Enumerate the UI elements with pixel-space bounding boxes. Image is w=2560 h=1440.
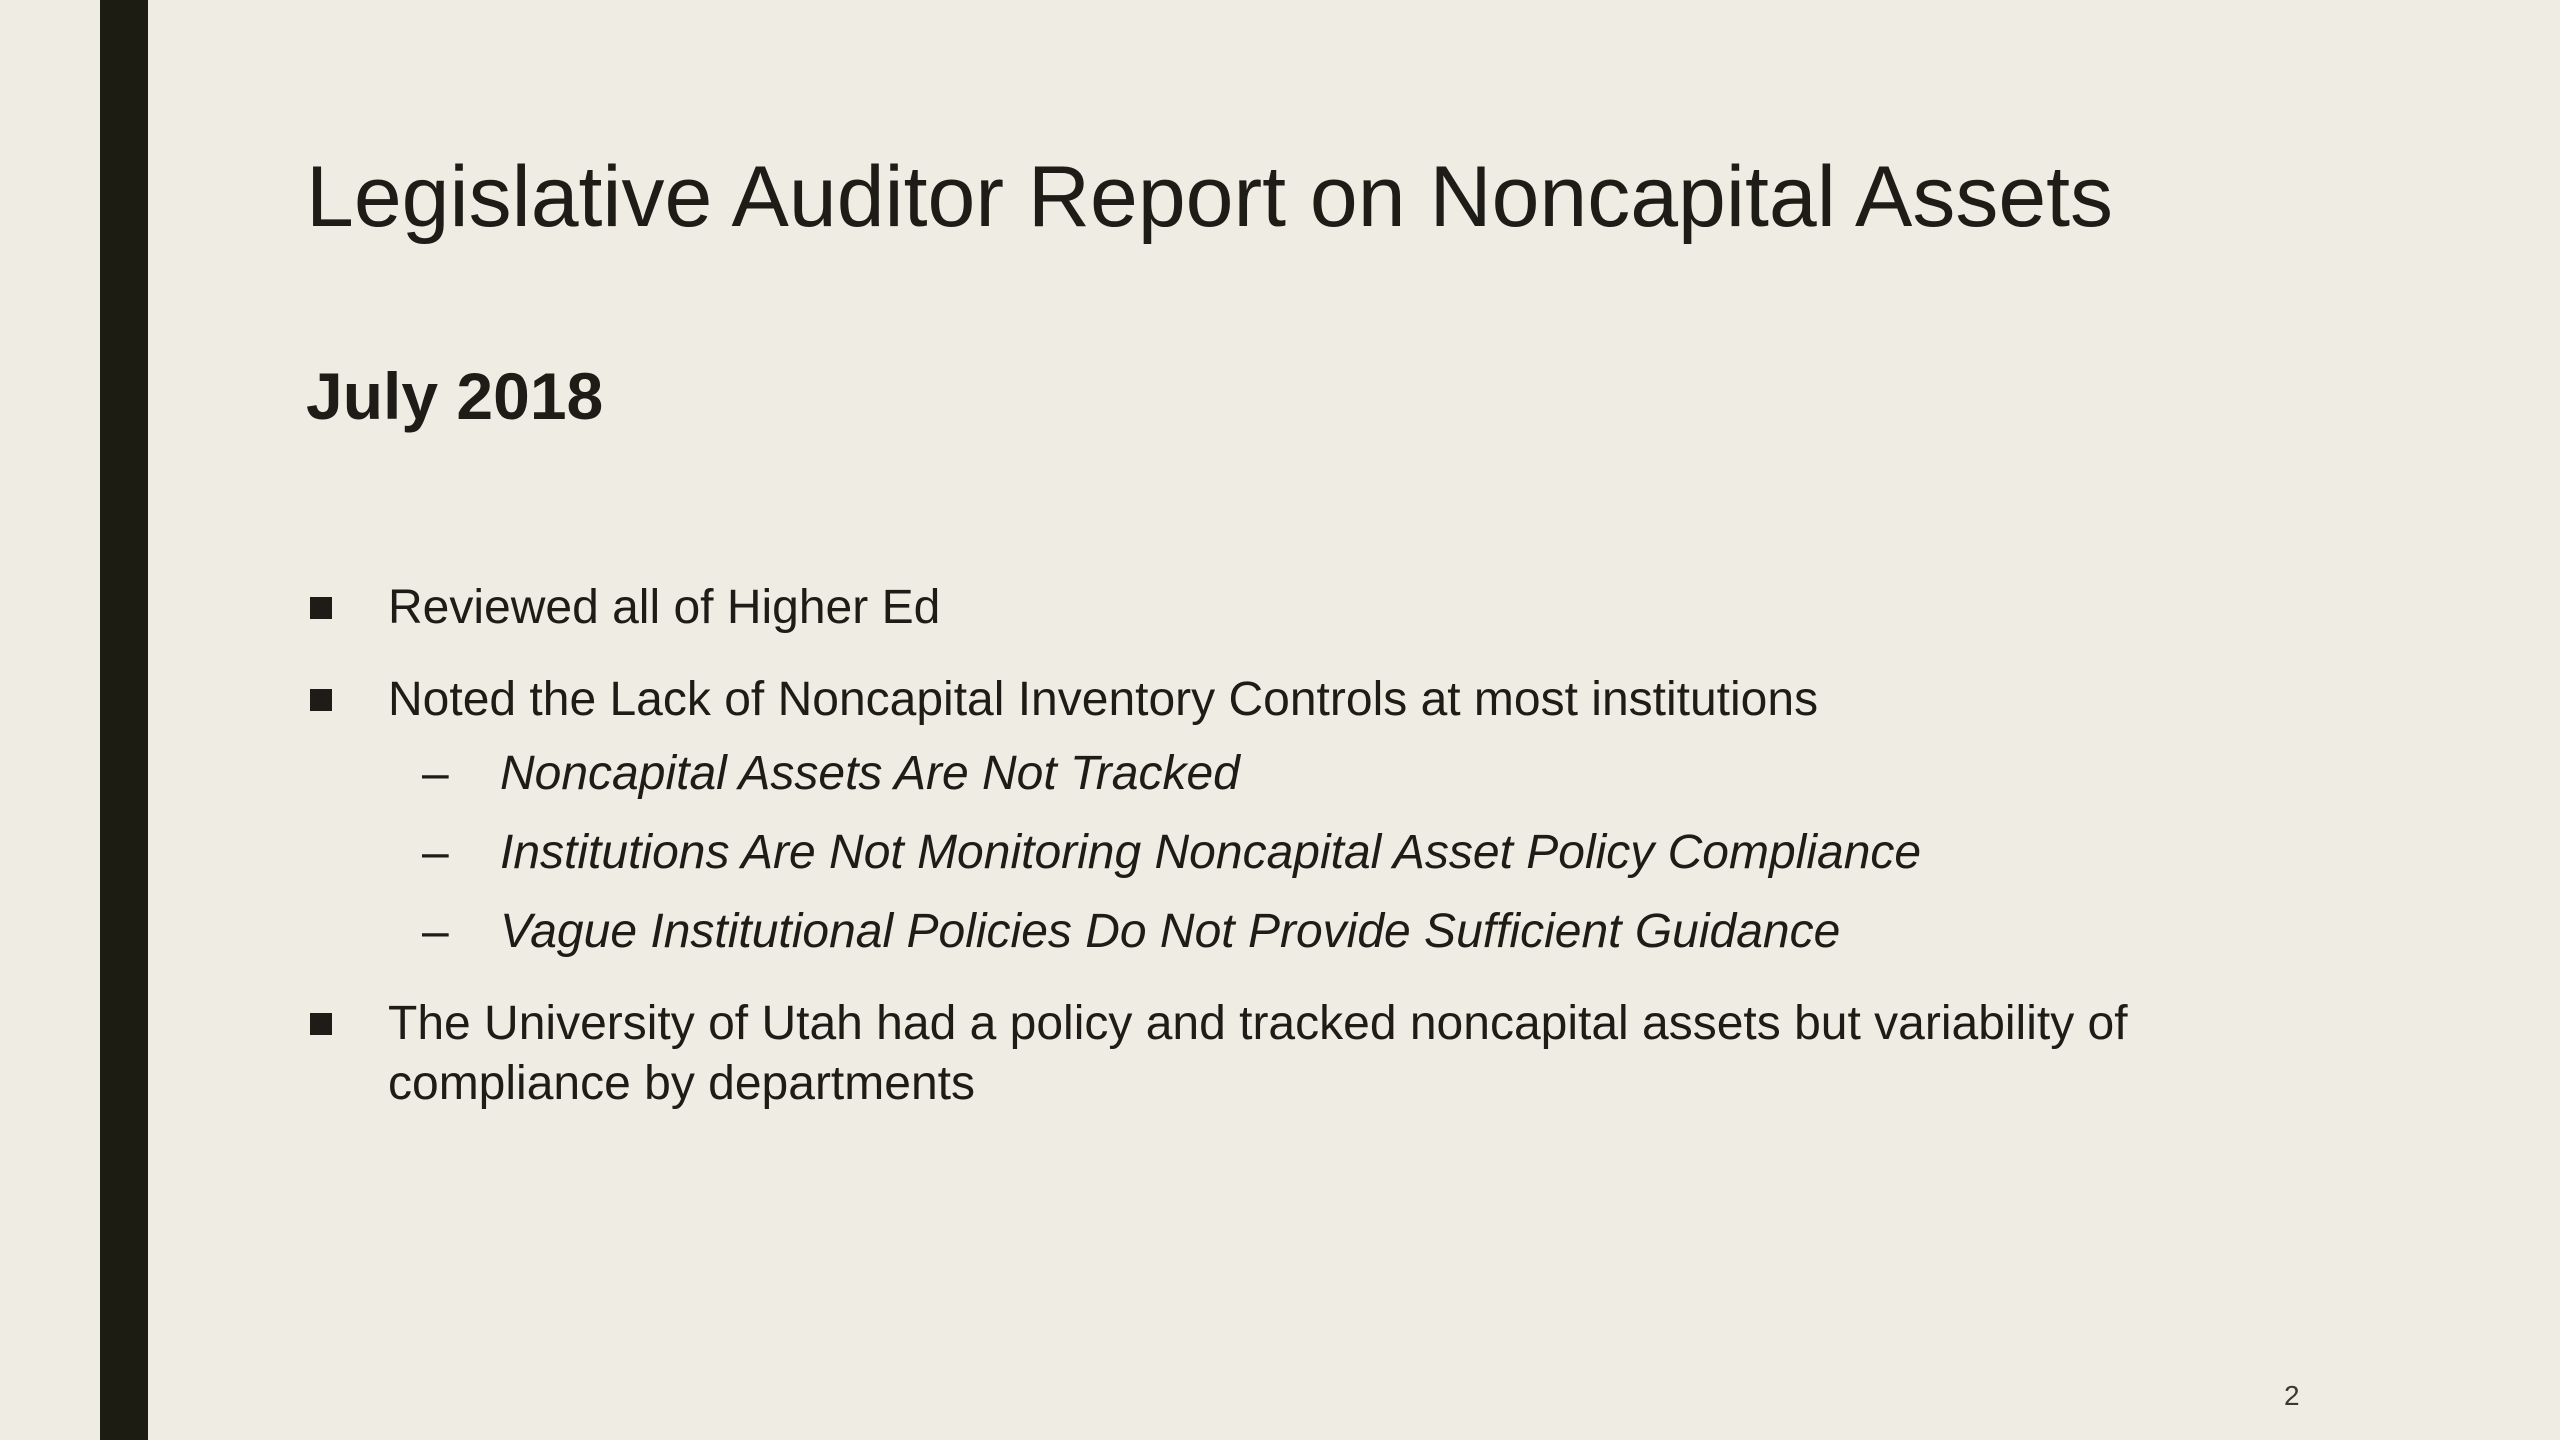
sub-bullet-item [388,744,2306,804]
sub-bullet-text: Institutions Are Not Monitoring Noncapital Asset Policy Compliance [500,826,1922,879]
bullet-item [306,670,2306,962]
slide-title: Legislative Auditor Report on Noncapital Assets [306,149,2114,245]
bullet-list [306,578,2306,1146]
bullet-text: Reviewed all of Higher Ed [388,581,941,634]
sub-bullet-item [388,823,2306,883]
bullet-text: The University of Utah had a policy and tracked noncapital assets but variability of compliance by departments [388,997,2128,1110]
sub-bullet-text: Vague Institutional Policies Do Not Provide Sufficient Guidance [500,905,1841,958]
square-bullet-icon [310,1013,332,1035]
slide-subtitle: July 2018 [306,359,604,433]
dash-bullet-icon: – [422,826,449,879]
bullet-text: Noted the Lack of Noncapital Inventory Controls at most institutions [388,673,1819,726]
bullet-item [306,578,2306,638]
sub-bullet-list [388,744,2306,962]
sub-bullet-text: Noncapital Assets Are Not Tracked [500,747,1240,800]
sub-bullet-item [388,902,2306,962]
dash-bullet-icon: – [422,905,449,958]
square-bullet-icon [310,597,332,619]
bullet-item [306,994,2306,1114]
square-bullet-icon [310,689,332,711]
dash-bullet-icon: – [422,747,449,800]
accent-bar [100,0,148,1440]
page-number: 2 [2284,1380,2300,1411]
